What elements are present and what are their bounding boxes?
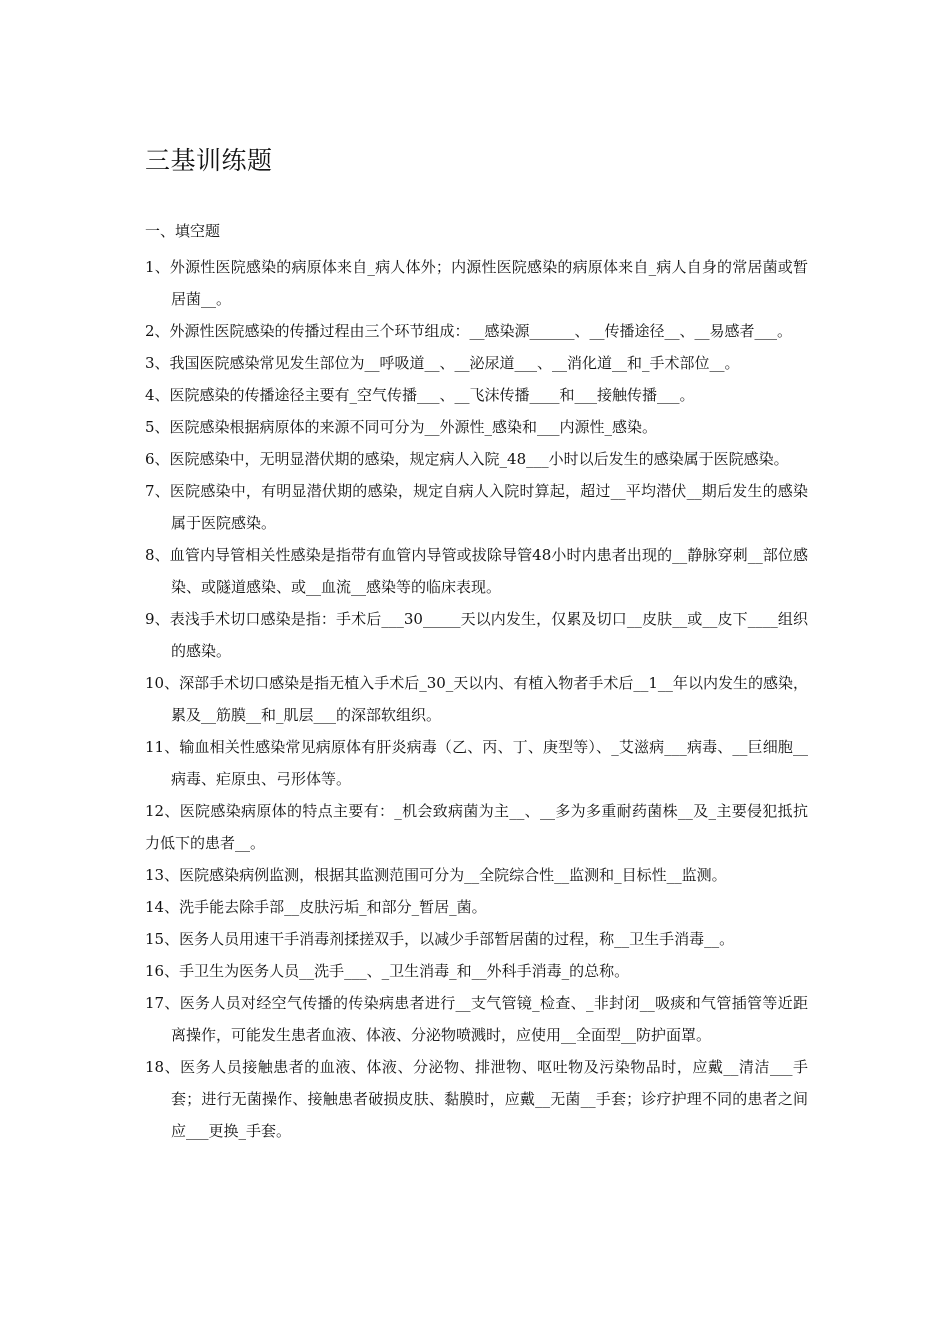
question-16: 16、手卫生为医务人员__洗手___、_卫生消毒_和__外科手消毒_的总称。 <box>145 962 630 980</box>
question-list <box>145 251 808 1147</box>
question-3: 3、我国医院感染常见发生部位为__呼吸道__、__泌尿道___、__消化道__和_手术部位__。 <box>145 354 740 372</box>
question-17: 17、医务人员对经空气传播的传染病患者进行__支气管镜_检查、_非封闭__吸痰和气管插管等近距离操作，可能发生患者血液、体液、分泌物喷溅时，应使用__全面型__防护面罩。 <box>145 994 808 1044</box>
question-13: 13、医院感染病例监测，根据其监测范围可分为__全院综合性__监测和_目标性__监测。 <box>145 866 727 884</box>
question-18: 18、医务人员接触患者的血液、体液、分泌物、排泄物、呕吐物及污染物品时，应戴__清洁___手套；进行无菌操作、接触患者破损皮肤、黏膜时，应戴__无菌__手套；诊疗护理不同的患者之间应___更换_手套。 <box>145 1058 808 1140</box>
question-1: 1、外源性医院感染的病原体来自_病人体外；内源性医院感染的病原体来自_病人自身的常居菌或暂居菌__。 <box>145 258 808 308</box>
question-11: 11、输血相关性感染常见病原体有肝炎病毒（乙、丙、丁、庚型等）、_艾滋病___病毒、__巨细胞__病毒、疟原虫、弓形体等。 <box>145 738 808 788</box>
question-5: 5、医院感染根据病原体的来源不同可分为__外源性_感染和___内源性_感染。 <box>145 418 658 436</box>
question-4: 4、医院感染的传播途径主要有_空气传播___、__飞沫传播____和___接触传播___。 <box>145 386 695 404</box>
question-2: 2、外源性医院感染的传播过程由三个环节组成：__感染源______、__传播途径__、__易感者___。 <box>145 322 793 340</box>
question-12: 12、医院感染病原体的特点主要有：_机会致病菌为主__、__多为多重耐药菌株__及_主要侵犯抵抗力低下的患者__。 <box>145 802 808 852</box>
question-7: 7、医院感染中，有明显潜伏期的感染，规定自病人入院时算起，超过__平均潜伏__期后发生的感染属于医院感染。 <box>145 482 808 532</box>
question-9: 9、表浅手术切口感染是指：手术后___30_____天以内发生，仅累及切口__皮肤__或__皮下____组织的感染。 <box>145 610 808 660</box>
page-title: 三基训练题 <box>145 146 273 175</box>
question-10: 10、深部手术切口感染是指无植入手术后_30_天以内、有植入物者手术后__1__年以内发生的感染，累及__筋膜__和_肌层___的深部软组织。 <box>145 674 808 724</box>
question-15: 15、医务人员用速干手消毒剂揉搓双手，以减少手部暂居菌的过程，称__卫生手消毒__。 <box>145 930 735 948</box>
question-14: 14、洗手能去除手部__皮肤污垢_和部分_暂居_菌。 <box>145 898 487 916</box>
question-8: 8、血管内导管相关性感染是指带有血管内导管或拔除导管48小时内患者出现的__静脉穿刺__部位感染、或隧道感染、或__血流__感染等的临床表现。 <box>145 546 808 596</box>
section-heading: 一、填空题 <box>145 222 221 240</box>
question-6: 6、医院感染中，无明显潜伏期的感染，规定病人入院_48___小时以后发生的感染属于医院感染。 <box>145 450 789 468</box>
